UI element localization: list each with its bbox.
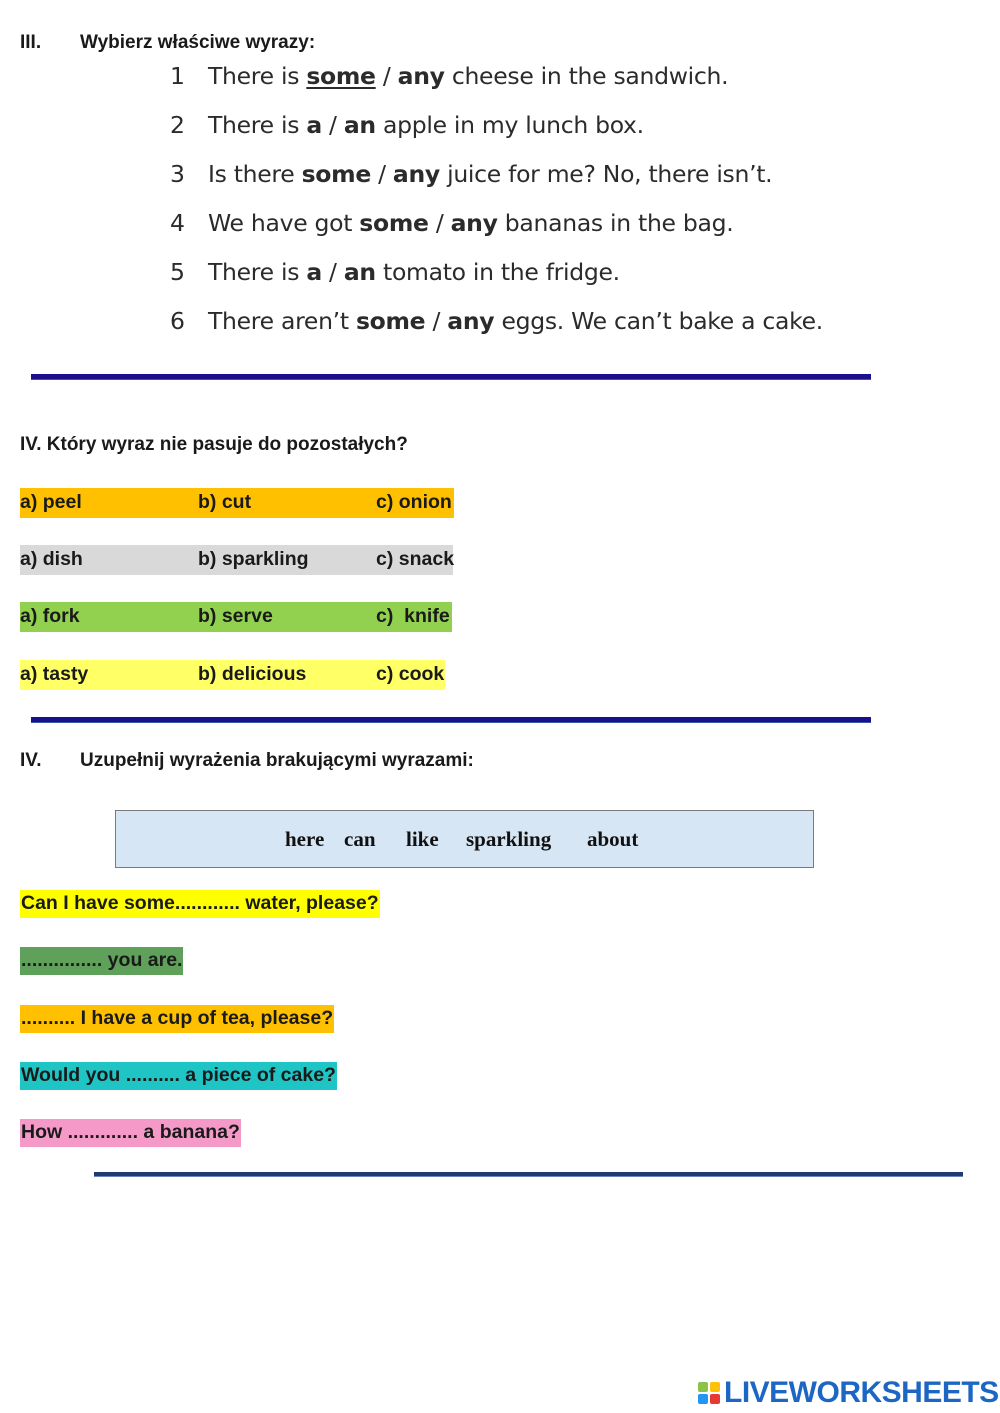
odd-one-out-row-3 xyxy=(20,602,452,632)
divider-2 xyxy=(31,717,871,723)
phrase-4[interactable]: Would you .......... a piece of cake? xyxy=(20,1062,337,1090)
sentence-number: 5 xyxy=(170,258,185,286)
option-a[interactable]: a xyxy=(306,111,322,139)
option-c[interactable]: c) onion xyxy=(376,491,452,513)
sentence-number: 2 xyxy=(170,111,185,139)
option-c[interactable]: c) snack xyxy=(376,548,455,570)
option-a[interactable]: a) tasty xyxy=(20,663,89,685)
option-any[interactable]: any xyxy=(392,160,440,188)
section-3-number: III. xyxy=(20,32,42,53)
divider-3 xyxy=(94,1172,963,1177)
sentence-number: 1 xyxy=(170,62,185,90)
section-5-title: Uzupełnij wyrażenia brakującymi wyrazami: xyxy=(80,750,474,771)
logo-text: LIVEWORKSHEETS xyxy=(724,1376,999,1409)
option-some[interactable]: some xyxy=(301,160,371,188)
odd-one-out-row-2 xyxy=(20,545,453,575)
section-3-heading xyxy=(20,32,315,54)
option-an[interactable]: an xyxy=(343,258,376,286)
option-any[interactable]: any xyxy=(397,62,445,90)
option-an[interactable]: an xyxy=(343,111,376,139)
sentence-number: 4 xyxy=(170,209,185,237)
logo-mark-icon xyxy=(698,1379,722,1407)
odd-one-out-row-4 xyxy=(20,660,445,690)
divider-1 xyxy=(31,374,871,380)
option-a[interactable]: a) peel xyxy=(20,491,82,513)
phrase-1[interactable]: Can I have some............ water, please? xyxy=(20,890,380,918)
option-a[interactable]: a xyxy=(306,258,322,286)
sentence-5: 5 There is a / an tomato in the fridge. xyxy=(170,258,620,286)
sentence-number: 3 xyxy=(170,160,185,188)
option-b[interactable]: b) serve xyxy=(198,605,273,627)
section-5-heading xyxy=(20,750,474,772)
option-c[interactable]: c) knife xyxy=(376,605,450,627)
option-b[interactable]: b) sparkling xyxy=(198,548,309,570)
word-bank-item: can xyxy=(344,827,376,851)
option-some[interactable]: some xyxy=(355,307,426,335)
option-a[interactable]: a) fork xyxy=(20,605,80,627)
sentence-6: 6 There aren’t some / any eggs. We can’t bake a cake. xyxy=(170,307,823,335)
sentence-4: 4 We have got some / any bananas in the bag. xyxy=(170,209,734,237)
sentence-number: 6 xyxy=(170,307,185,335)
word-bank-item: here xyxy=(285,827,325,851)
option-b[interactable]: b) cut xyxy=(198,491,252,513)
option-any[interactable]: any xyxy=(447,307,495,335)
option-some[interactable]: some xyxy=(306,62,376,90)
word-bank-item: sparkling xyxy=(466,827,552,851)
option-c[interactable]: c) cook xyxy=(376,663,445,685)
liveworksheets-logo xyxy=(698,1377,999,1409)
option-a[interactable]: a) dish xyxy=(20,548,83,570)
section-4-title: IV. Który wyraz nie pasuje do pozostałych? xyxy=(20,434,408,455)
option-any[interactable]: any xyxy=(450,209,498,237)
word-bank-item: about xyxy=(587,827,639,851)
section-3-title: Wybierz właściwe wyrazy: xyxy=(80,32,316,53)
sentence-2: 2 There is a / an apple in my lunch box. xyxy=(170,111,644,139)
word-bank xyxy=(115,810,814,868)
phrase-2[interactable]: ............... you are. xyxy=(20,947,183,975)
option-some[interactable]: some xyxy=(359,209,429,237)
sentence-3: 3 Is there some / any juice for me? No, there isn’t. xyxy=(170,160,773,188)
phrase-5[interactable]: How ............. a banana? xyxy=(20,1119,241,1147)
section-5-number: IV. xyxy=(20,750,42,771)
phrase-3[interactable]: .......... I have a cup of tea, please? xyxy=(20,1005,334,1033)
option-b[interactable]: b) delicious xyxy=(198,663,307,685)
odd-one-out-row-1 xyxy=(20,488,454,518)
sentence-1: 1 There is some / any cheese in the sandwich. xyxy=(170,62,729,90)
word-bank-item: like xyxy=(406,827,439,851)
